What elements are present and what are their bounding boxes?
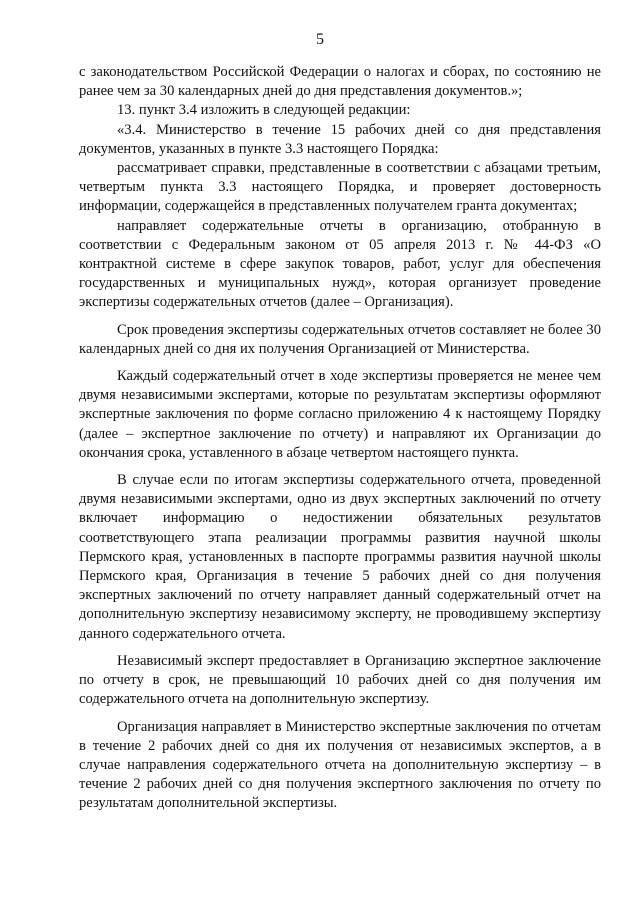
page-number: 5	[316, 31, 324, 48]
paragraph-review-period: Срок проведения экспертизы содержательных отчетов составляет не более 30 календарных дней со дня их получения Организацией от Министерства.	[79, 321, 601, 357]
paragraph-continuation: с законодательством Российской Федерации о налогах и сборах, по состоянию не ранее чем за 30 календарных дней до дня представления документов.»;	[79, 64, 601, 100]
paragraph-item-13: 13. пункт 3.4 изложить в следующей редакции:	[117, 102, 411, 119]
paragraph-clause-3-4: «3.4. Министерство в течение 15 рабочих дней со дня представления документов, указанных в пункте 3.3 настоящего Порядка:	[79, 121, 601, 157]
paragraph-additional-expertise: В случае если по итогам экспертизы содержательного отчета, проведенной двумя независимыми экспертами, одно из двух экспертных заключений по отчету включает информацию о недостижении обязательных результатов соответствующего этапа реализации программы развития научной школы Пермского края, установленных в паспорте программы развития научной школы Пермского края, Организация в течение 5 рабочих дней со дня получения экспертных заключений по отчету направляет данный содержательный отчет на дополнительную экспертизу независимому эксперту, не проводившему экспертизу данного содержательного отчета.	[79, 472, 601, 642]
paragraph-sends-reports: направляет содержательные отчеты в организацию, отобранную в соответствии с Федеральным законом от 05 апреля 2013 г. № 44-ФЗ «О контрактной системе в сфере закупок товаров, работ, услуг для обеспечения государственных и муниципальных нужд», которая организует проведение экспертизы содержательных отчетов (далее – Организация).	[79, 217, 601, 311]
paragraph-reviews-certificates: рассматривает справки, представленные в соответствии с абзацами третьим, четвертым пункта 3.3 настоящего Порядка, и проверяет достоверность информации, содержащейся в представленных получателем гранта документах;	[79, 160, 601, 215]
paragraph-two-experts: Каждый содержательный отчет в ходе экспертизы проверяется не менее чем двумя независимыми экспертами, которые по результатам экспертизы оформляют экспертные заключения по форме согласно приложению 4 к настоящему Порядку (далее – экспертное заключение по отчету) и направляют их Организации до окончания срока, уставленного в абзаце четвертом настоящего пункта.	[79, 368, 601, 461]
document-body	[79, 63, 601, 814]
paragraph-organization-sends: Организация направляет в Министерство экспертные заключения по отчетам в течение 2 рабочих дней со дня их получения от независимых экспертов, а в случае направления содержательного отчета на дополнительную экспертизу – в течение 2 рабочих дней со дня получения экспертного заключения по отчету по результатам дополнительной экспертизы.	[79, 718, 601, 812]
paragraph-independent-expert: Независимый эксперт предоставляет в Организацию экспертное заключение по отчету в срок, не превышающий 10 рабочих дней со дня получения им содержательного отчета на дополнительную экспертизу.	[79, 652, 601, 708]
